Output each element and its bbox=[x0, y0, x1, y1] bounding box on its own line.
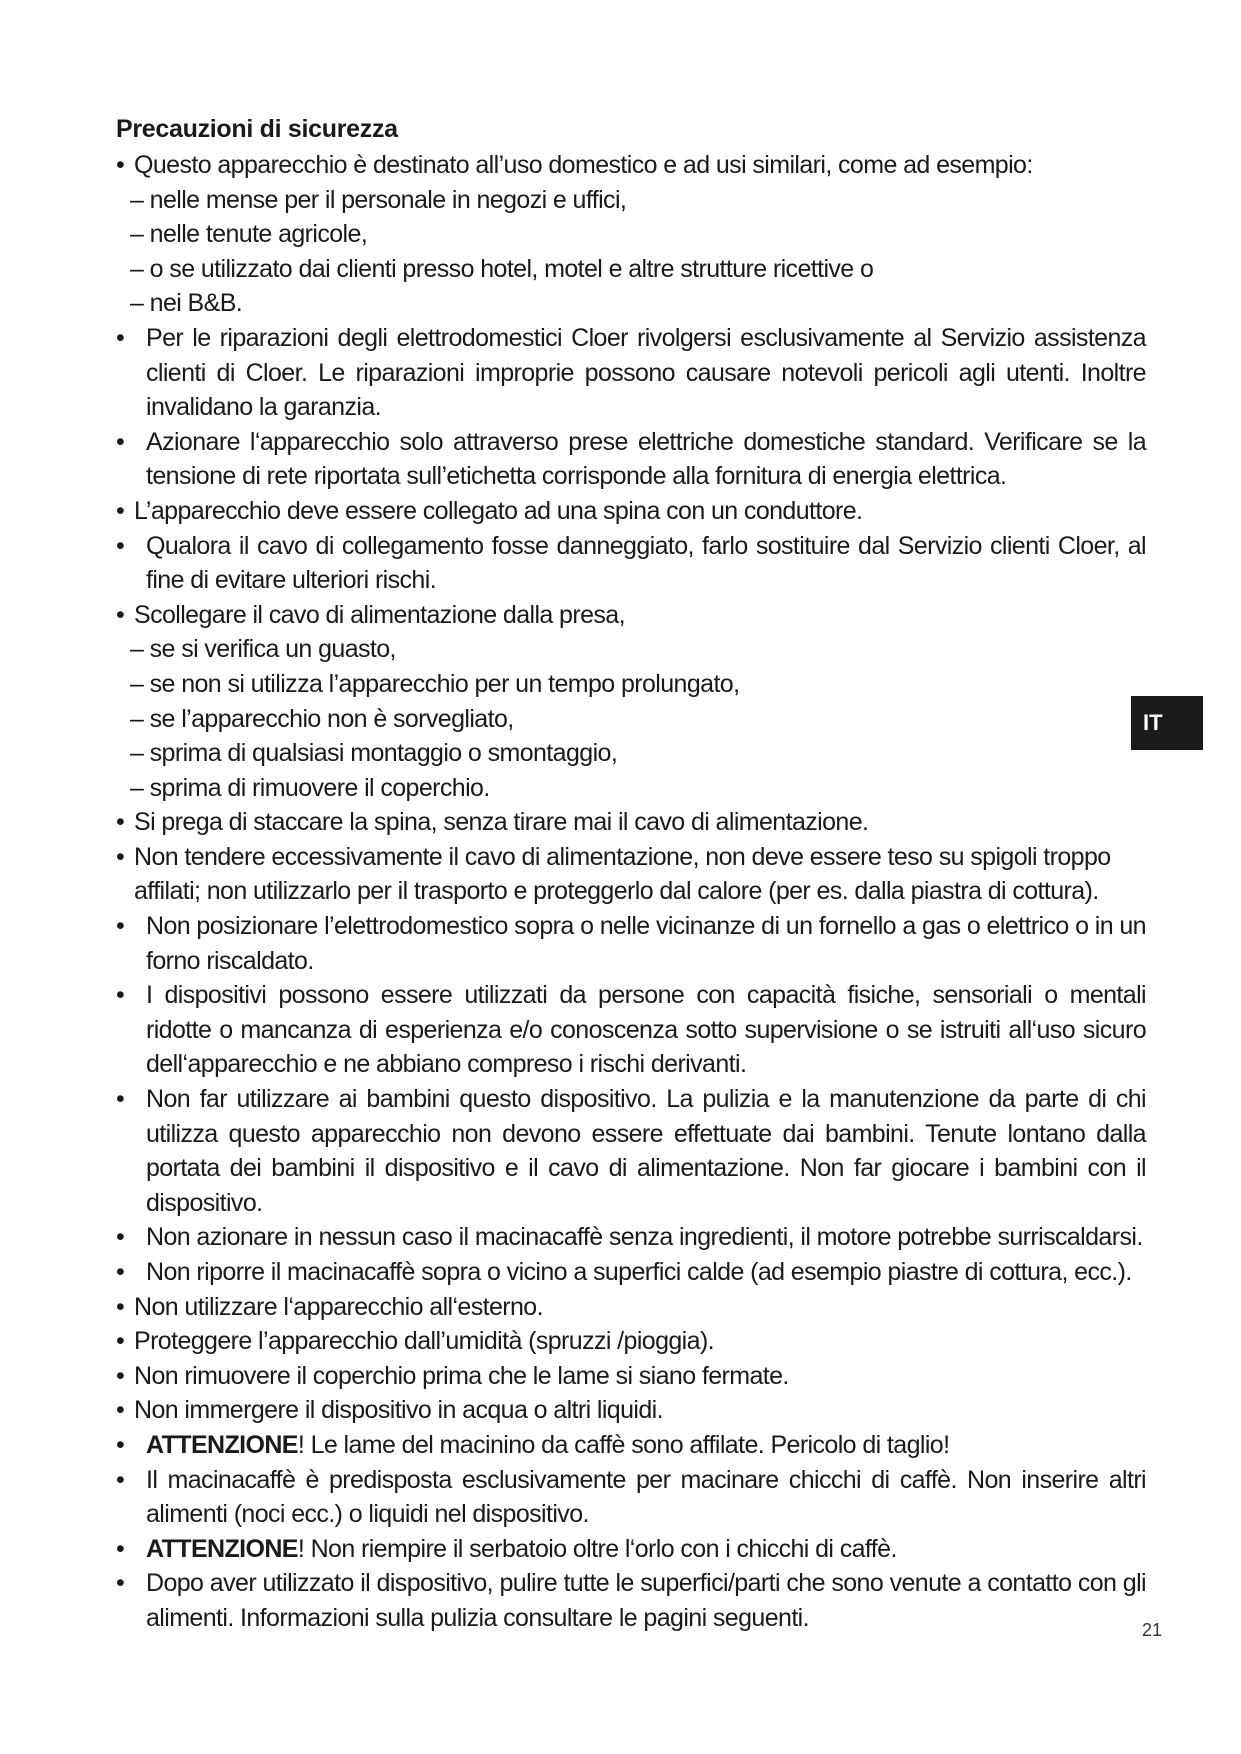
list-sub-item-text: – se si verifica un guasto, bbox=[130, 635, 396, 664]
list-item-text: Proteggere l’apparecchio dall’umidità (spruzzi /pioggia). bbox=[134, 1327, 715, 1356]
list-item-text: ! Le lame del macinino da caffè sono affilate. Pericolo di taglio! bbox=[297, 1430, 950, 1459]
list-item bbox=[116, 148, 1146, 183]
list-item bbox=[116, 978, 1146, 1082]
list-item bbox=[116, 1255, 1146, 1290]
list-item-text: Si prega di staccare la spina, senza tirare mai il cavo di alimentazione. bbox=[134, 808, 869, 837]
list-item-text: I dispositivi possono essere utilizzati da persone con capacità fisiche, sensoriali o mentali ridotte o mancanza di esperienza e/o conoscenza sotto supervisione o se istruiti all‘uso sicuro dell‘apparecchio e ne abbiano compreso i rischi derivanti. bbox=[146, 981, 1146, 1079]
bullet-icon: • bbox=[116, 323, 125, 352]
list-item bbox=[116, 805, 1146, 840]
bullet-icon: • bbox=[116, 427, 125, 456]
list-sub-item-text: – se l’apparecchio non è sorvegliato, bbox=[130, 704, 514, 733]
bullet-icon: • bbox=[116, 808, 125, 837]
bullet-icon: • bbox=[116, 1223, 125, 1252]
list-item-text: Azionare l‘apparecchio solo attraverso prese elettriche domestiche standard. Verificare se la tensione di rete riportata sull’etichetta corrisponde alla fornitura di energia elettrica. bbox=[146, 427, 1146, 491]
list-item-text: Non rimuovere il coperchio prima che le lame si siano fermate. bbox=[134, 1361, 789, 1390]
bullet-icon: • bbox=[116, 600, 125, 629]
list-item-text: Il macinacaffè è predisposta esclusivamente per macinare chicchi di caffè. Non inserire altri alimenti (noci ecc.) o liquidi nel dispositivo. bbox=[146, 1465, 1146, 1529]
bullet-icon: • bbox=[116, 912, 125, 941]
list-item bbox=[116, 840, 1146, 909]
bullet-icon: • bbox=[116, 1292, 125, 1321]
list-sub-item bbox=[116, 736, 1146, 771]
list-item-text: Scollegare il cavo di alimentazione dalla presa, bbox=[134, 600, 625, 629]
list-item bbox=[116, 425, 1146, 494]
warning-label: ATTENZIONE bbox=[146, 1534, 298, 1563]
list-item-text: Non azionare in nessun caso il macinacaffè senza ingredienti, il motore potrebbe surriscaldarsi. bbox=[146, 1223, 1143, 1252]
list-sub-item-text: – nelle mense per il personale in negozi e uffici, bbox=[130, 185, 627, 214]
list-item bbox=[116, 1463, 1146, 1532]
bullet-icon: • bbox=[116, 1327, 125, 1356]
list-sub-item-text: – nelle tenute agricole, bbox=[130, 220, 368, 249]
list-item-text: Per le riparazioni degli elettrodomestici Cloer rivolgersi esclusivamente al Servizio assistenza clienti di Cloer. Le riparazioni improprie possono causare notevoli pericoli agli utenti. Inoltre invalidano la garanzia. bbox=[146, 323, 1146, 422]
bullet-icon: • bbox=[116, 981, 125, 1010]
list-sub-item-text: – o se utilizzato dai clienti presso hotel, motel e altre strutture ricettive o bbox=[130, 254, 874, 283]
bullet-icon: • bbox=[116, 1258, 125, 1286]
document-body bbox=[116, 112, 1146, 1636]
list-item bbox=[116, 1532, 1146, 1567]
list-sub-item bbox=[116, 667, 1146, 702]
bullet-icon: • bbox=[116, 496, 125, 525]
bullet-icon: • bbox=[116, 1534, 125, 1563]
list-item bbox=[116, 909, 1146, 978]
list-item bbox=[116, 529, 1146, 598]
bullet-icon: • bbox=[116, 1465, 125, 1494]
list-item bbox=[116, 1393, 1146, 1428]
bullet-icon: • bbox=[116, 531, 125, 560]
bullet-icon: • bbox=[116, 1361, 125, 1390]
list-item-text: Dopo aver utilizzato il dispositivo, pulire tutte le superfici/parti che sono venute a contatto con gli alimenti. Informazioni sulla pulizia consultare le pagini seguenti. bbox=[146, 1569, 1146, 1632]
list-sub-item-text: – sprima di qualsiasi montaggio o smontaggio, bbox=[130, 739, 618, 768]
list-item bbox=[116, 1220, 1146, 1255]
list-item-text: Non riporre il macinacaffè sopra o vicino a superfici calde (ad esempio piastre di cottura, ecc.). bbox=[146, 1258, 1132, 1286]
bullet-icon: • bbox=[116, 842, 125, 871]
bullet-icon: • bbox=[116, 151, 125, 179]
list-sub-item bbox=[116, 286, 1146, 321]
list-item-text: Non posizionare l’elettrodomestico sopra o nelle vicinanze di un fornello a gas o elettrico o in un forno riscaldato. bbox=[146, 912, 1146, 975]
list-sub-item bbox=[116, 632, 1146, 667]
list-item-text: Questo apparecchio è destinato all’uso domestico e ad usi similari, come ad esempio: bbox=[134, 151, 1033, 179]
list-item bbox=[116, 1566, 1146, 1635]
list-item-text: ! Non riempire il serbatoio oltre l‘orlo con i chicchi di caffè. bbox=[297, 1534, 897, 1563]
warning-label: ATTENZIONE bbox=[146, 1430, 298, 1459]
list-item bbox=[116, 1324, 1146, 1359]
list-sub-item bbox=[116, 252, 1146, 287]
bullet-icon: • bbox=[116, 1569, 125, 1598]
bullet-icon: • bbox=[116, 1396, 125, 1425]
list-sub-item-text: – se non si utilizza l’apparecchio per un tempo prolungato, bbox=[130, 669, 740, 698]
list-item bbox=[116, 598, 1146, 633]
safety-list bbox=[116, 148, 1146, 1636]
list-item-text: Non far utilizzare ai bambini questo dispositivo. La pulizia e la manutenzione da parte di chi utilizza questo apparecchio non devono essere effettuate dai bambini. Tenute lontano dalla portata dei bambini il dispositivo e il cavo di alimentazione. Non far giocare i bambini con il dispositivo. bbox=[146, 1085, 1146, 1217]
list-sub-item bbox=[116, 702, 1146, 737]
list-item bbox=[116, 321, 1146, 425]
list-item bbox=[116, 1428, 1146, 1463]
list-item bbox=[116, 1082, 1146, 1220]
list-sub-item bbox=[116, 183, 1146, 218]
list-sub-item bbox=[116, 217, 1146, 252]
list-item-text: Non immergere il dispositivo in acqua o altri liquidi. bbox=[134, 1396, 663, 1425]
list-item bbox=[116, 494, 1146, 529]
bullet-icon: • bbox=[116, 1430, 125, 1459]
list-sub-item bbox=[116, 771, 1146, 806]
list-sub-item-text: – nei B&B. bbox=[130, 289, 243, 318]
list-item bbox=[116, 1359, 1146, 1394]
list-item-text: Non tendere eccessivamente il cavo di alimentazione, non deve essere teso su spigoli troppo affilati; non utilizzarlo per il trasporto e proteggerlo dal calore (per es. dalla piastra di cottura). bbox=[134, 842, 1111, 906]
list-item-text: Non utilizzare l‘apparecchio all‘esterno. bbox=[134, 1292, 543, 1321]
page-number: 21 bbox=[1142, 1620, 1163, 1640]
list-item bbox=[116, 1290, 1146, 1325]
language-tab: IT bbox=[1131, 696, 1203, 750]
list-sub-item-text: – sprima di rimuovere il coperchio. bbox=[130, 773, 490, 802]
section-title: Precauzioni di sicurezza bbox=[116, 115, 398, 143]
list-item-text: Qualora il cavo di collegamento fosse danneggiato, farlo sostituire dal Servizio clienti Cloer, al fine di evitare ulteriori rischi. bbox=[146, 531, 1146, 595]
list-item-text: L’apparecchio deve essere collegato ad una spina con un conduttore. bbox=[134, 496, 863, 525]
bullet-icon: • bbox=[116, 1085, 125, 1114]
